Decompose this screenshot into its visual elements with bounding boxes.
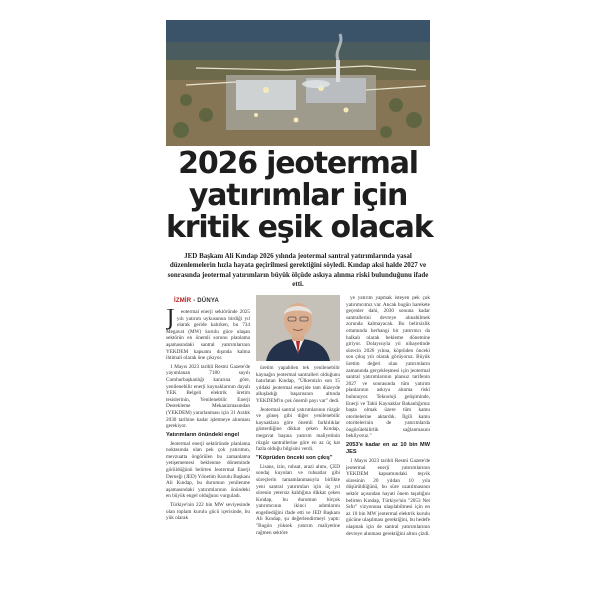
geothermal-plant-photo	[166, 20, 430, 146]
portrait-photo	[256, 295, 340, 361]
headline-line-3: kritik eşik olacak	[166, 210, 433, 245]
lead-paragraph: JED Başkanı Ali Kındap 2026 yılında jeotermal santral yatırımlarında yasal düzenlemelerin hızla hayata geçirilmesi gerektiğini söyledi. Kındap aksi halde 2027 ve sonrasında jeotermal yatırımların büyük ölçüde askıya alınma riski bulunduğunu ifade etti.	[167, 252, 429, 288]
byline-source: - DÜNYA	[191, 298, 220, 304]
column-3	[346, 295, 430, 581]
paragraph: Lisans, izin, ruhsat, arazi alımı, ÇED sondaj kuyuları ve ruhsatlar gibi süreçlerin tamamlanmasıyla birlikte yeni santral yatırımları için üç yıl sürenin yetersiz kaldığına dikkat çeken Kındap, bu durumun birçok yatırımcının ikinci adımlarını engellediğini ifade etti ve JED Başkanı Ali Kındap, şu değerlendirmeyi yaptı: "Bugün yüksek yatırım maliyetine rağmen sektöre	[256, 463, 340, 536]
paragraph: Türkiye'nin 222 bin MW seviyesinde olan toplam kurulu gücü içerisinde, bu yük olarak	[166, 502, 250, 522]
column-2	[256, 365, 340, 581]
paragraph: 1 Mayıs 2023 tarihli Resmi Gazete'de jeotermal enerji yatırımlarının YEKDEM kapsamındaki teşvik süresinin 20 yıldan 10 yıla düşürüldüğünü, bu süre uzatılmasının sektör açısından hayati önem taşıdığını belirten Kındap, Türkiye'nin "2053 Net Sıfır" vizyonuna ulaşılabilmesi için en az 10 bin MW jeotermal elektrik kurulu gücüne ulaşılması gerektiğini, bu hedefe ulaşmak için de santral yatırımlarının devreye alınması gerektiğini altını çizdi.	[346, 458, 430, 537]
byline-location: İZMİR	[174, 298, 192, 304]
paragraph: Jeotermal santral yatırımlarının rüzgâr ve güneş gibi diğer yenilenebilir kaynaklara göre önemli farklılıklar gösterdiğine dikkat çeken Kındap, megavat başına yatırım maliyetinin rüzgâr santrallerine göre en az üç kat fazla olduğu bilgisini verdi.	[256, 406, 340, 453]
subheading: "Köprüden önceki son çıkış"	[256, 454, 333, 461]
paragraph: eotermal enerji sektöründe 2025 yılı yatırım uykusunun birdiği yıl olarak geride kalırken, bu 734 Megavat (MW) kurulu güce ulaşan sektörün en önemli sorunu planlama aşamasındaki santral yatırımlarının YEKDEM kapsamı dışında kalma ihtimali olarak öne çıkıyor.	[166, 309, 250, 362]
headline-line-2: yatırımlar için	[188, 178, 408, 213]
subheading: Yatırımların önündeki engel	[166, 431, 240, 438]
column-1	[166, 309, 250, 581]
portrait-illustration	[256, 295, 340, 361]
paragraph: üretim yapabilen tek yenilenebilir kaynağın jeotermal santralleri olduğunu hatırlatan Kındap, "Ülkemizin son 15 yıldaki jeotermal enerjide tam düzeyde alkışladığı başarısının altında YEKDEM'in çok önemli payı var" dedi.	[256, 365, 340, 404]
plant-aerial-illustration	[166, 20, 430, 146]
byline	[174, 298, 219, 304]
headline	[166, 146, 433, 245]
paragraph: Jeotermal enerji sektöründe planlama noktasında olan pek çok yatırımın, mevzuatta öngörülen bu zamanlama yetişememesi beklenme döneminde görüldüğünü belirten Jeotermal Enerji Derneği (JED) Yönetim Kurulu Başkanı Ali Kındap, bu durumun yenilenme aşamasındaki yatırımlarının önündeki en büyük engel olduğunu vurguladı.	[166, 440, 250, 500]
headline-line-1: 2026 jeotermal	[178, 146, 418, 181]
paragraph: ye yatırım yapmak isteyen pek çok yatırımcımız var. Ancak bugün harekete geçenler dahi, 2030 sonuna kadar santrallerini devreye alınabilmek zorunda kalmayacak. Bu belirsizlik ortamında herhangi bir yatırımcı da halkalı olarak bekleme dönemine giriyor. Dolayısıyla yıl nihayetinde sürecin 2026 yılına, köprüden önceki son çıkış yılı olarak görüyoruz. Büyük üretim değeri olan yatırımların zamanında gerçekleşmesi için jeotermal santral yatırımlarının plansız tarifenin 2027 ve sonrasında tüm yatırım planlarının askıya alınma riski bulunuyor. Teknoloji gelişiminde, Enerji ve Tabii Kaynaklar Bakanlığımız başta olmak üzere tüm kamu otoritelerine aktardık. İlgili kamu otoritelerinin de yatırımlarda öngörülebilirlik sağlanmasını bekliyoruz."	[346, 295, 430, 440]
subheading: 2053'e kadar en az 10 bin MW JES	[346, 442, 430, 456]
drop-cap: J	[166, 309, 175, 331]
paragraph: 1 Mayıs 2023 tarihli Resmi Gazete'de yayımlanan 7180 sayılı Cumhurbaşkanlığı kararına göre, yenilenebilir enerji kaynaklarının dayalı YEK Belgeli elektrik üretim tesislerinin, Yenilenebilir Enerji Destekleme Mekanizmasından (YEKDEM) yararlanması için 31 Aralık 2030 tarihine kadar işletmeye alınması gerekiyor.	[166, 363, 250, 430]
